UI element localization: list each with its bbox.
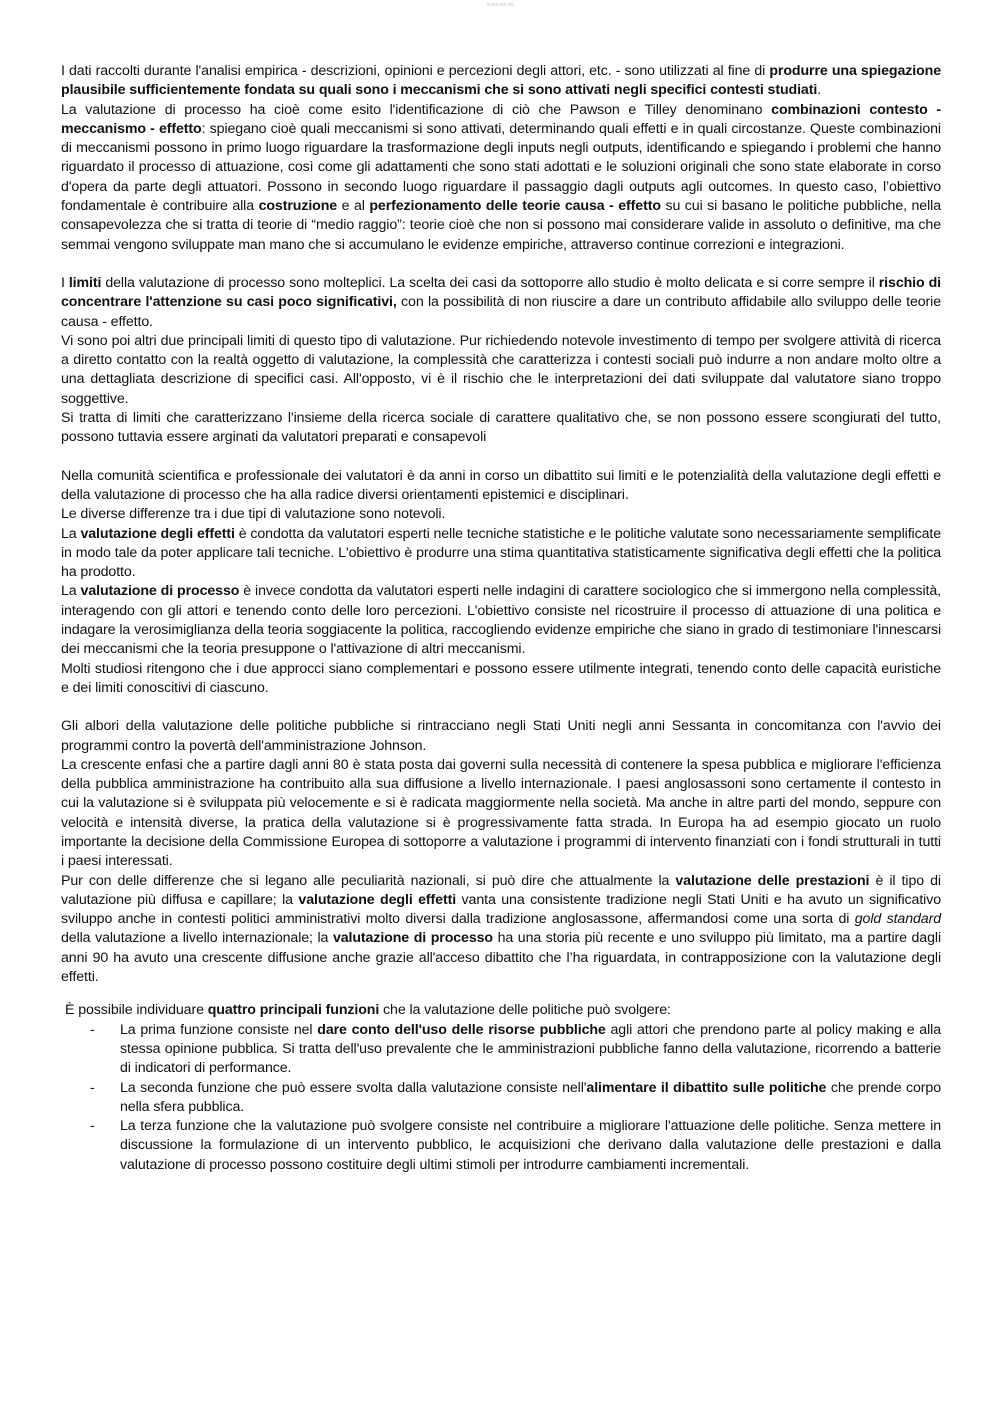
paragraph-functions-intro: [61, 1001, 941, 1020]
bold-text: valutazione di processo: [80, 583, 240, 600]
text-run: I: [61, 274, 69, 291]
paragraph-gap: [61, 448, 941, 467]
bullet-dash: -: [90, 1118, 95, 1135]
paragraph-diffusion: La crescente enfasi che a partire dagli anni 80 è stata posta dai governi sulla necessità di contenere la spesa pubblica e migliorare l'efficienza della pubblica amministrazione ha contribuito alla sua diffusione a livello internazionale. I paesi anglosassoni sono certamente il contesto in cui la valutazione si è sviluppata più velocemente e si è radicata maggiormente nella società. Ma anche in altre parti del mondo, seppure con velocità e intensità diverse, la pratica della valutazione si è progressivamente fatta strada. In Europa ha ad esempio giocato un ruolo importante la decisione della Commissione Europea di sottoporre a valutazione i programmi di intervento finanziati con i fondi strutturali in tutti i paesi interessati.: [61, 756, 941, 870]
text-run: su cui si basano le politiche pubbliche, nella consapevolezza che si tratta di teorie di “medio raggio”: teorie cioè che non si possono mai considerare valide in assoluto o definitive, ma che semmai vengono sviluppate man mano che si accumulano le evidenze empiriche, attraverso continue correzioni e integrazioni.: [61, 198, 941, 253]
paragraph-other-limits: Vi sono poi altri due principali limiti di questo tipo di valutazione. Pur richiedendo notevole investimento di tempo per svolgere attività di ricerca a diretto contatto con la realtà oggetto di valutazione, la complessità che caratterizza i contesti sociali può indurre a non andare molto oltre a una dettagliata descrizione di specifici casi. All'opposto, vi è il rischio che le interpretazioni dei dati sviluppate dal valutatore siano troppo soggettive.: [61, 332, 941, 407]
text-run: Pur con delle differenze che si legano alle peculiarità nazionali, si può dire che attualmente la: [61, 872, 676, 889]
text-run: La valutazione di processo ha cioè come esito l'identificazione di ciò che Pawson e Tilley denominano: [61, 101, 772, 118]
bold-text: valutazione delle prestazioni: [675, 872, 870, 889]
text-run: con la possibilità di non riuscire a dare un contributo affidabile allo sviluppo delle teorie causa - effetto.: [61, 294, 942, 330]
bold-text: valutazione degli effetti: [80, 525, 235, 542]
text-run: è invece condotta da valutatori esperti nelle indagini di carattere sociologico che si immergono nella complessità, interagendo con gli attori e tenendo conto delle loro percezioni. L'obiettivo consiste nel ricostruire il processo di attuazione di una politica e indagare la verosimiglianza della teoria soggiacente la politica, raccogliendo evidenze empiriche che siano in grado di testimoniare l'innescarsi dei meccanismi che la teoria presuppone o l'attivazione di altri meccanismi.: [61, 583, 941, 658]
paragraph-national-differences: [61, 872, 941, 988]
text-run: La seconda funzione che può essere svolta dalla valutazione consiste nell': [120, 1079, 587, 1096]
bold-text: costruzione: [258, 198, 338, 215]
text-run: I dati raccolti durante l'analisi empirica - descrizioni, opinioni e percezioni degli attori, etc. - sono utilizzati al fine di: [61, 63, 770, 79]
text-run: La: [61, 583, 81, 600]
text-run: La prima funzione consiste nel: [120, 1021, 318, 1038]
bold-text: valutazione degli effetti: [298, 891, 457, 908]
text-run: è il tipo di valutazione più diffusa e capillare; la: [61, 872, 941, 908]
bold-text: limiti: [68, 274, 102, 291]
bold-text: dare conto dell'uso delle risorse pubbliche: [317, 1021, 606, 1038]
text-run: ha una storia più recente e uno sviluppo più limitato, ma a partire dagli anni 90 ha avuto una crescente diffusione anche grazie all'acceso dibattito che l’ha riguardata, in contrapposizione con la valutazione degli effetti.: [61, 930, 941, 986]
paragraph-differences: Le diverse differenze tra i due tipi di valutazione sono notevoli.: [61, 506, 446, 523]
functions-list: [61, 1021, 941, 1175]
bold-text: rischio di concentrare l'attenzione su casi poco significativi,: [61, 274, 941, 311]
text-run: della valutazione di processo sono molteplici. La scelta dei casi da sottoporre allo studio è molto delicata e si corre sempre il: [101, 274, 879, 291]
paragraph-gap: [61, 698, 941, 717]
bullet-dash: -: [90, 1079, 95, 1096]
bold-text: valutazione di processo: [332, 930, 493, 947]
paragraph-complementary: Molti studiosi ritengono che i due approcci siano complementari e possono essere utilmente integrati, tenendo conto delle capacità euristiche e dei limiti conoscitivi di ciascuno.: [61, 660, 941, 696]
document-body: [61, 62, 941, 1175]
bold-text: alimentare il dibattito sulle politiche: [586, 1079, 827, 1096]
paragraph-debate: Nella comunità scientifica e professionale dei valutatori è da anni in corso un dibattito sui limiti e le potenzialità della valutazione degli effetti e della valutazione di processo che ha alla radice diversi orientamenti epistemici e disciplinari.: [61, 467, 941, 503]
text-run: e al: [337, 198, 370, 215]
text-run: : spiegano cioè quali meccanismi si sono attivati, determinando quali effetti e in quali circostanze. Queste combinazioni di meccanismi possono in primo luogo riguardare la trasformazione degli inputs negli outputs, identificando e spiegando i problemi che hanno riguardato il processo di attuazione, così come gli adattamenti che sono stati adottati e le soluzioni originali che sono state elaborate in corso d'opera da parte degli attuatori. Possono in secondo luogo riguardare il passaggio dagli outputs agli outcomes. In questo caso, l’obiettivo fondamentale è contribuire alla: [61, 120, 941, 215]
text-run: È possibile individuare: [65, 1002, 208, 1019]
bold-text: produrre una spiegazione plausibile sufficientemente fondata su quali sono i meccanismi che si sono attivati negli specifici contesti studiati: [61, 63, 942, 99]
paragraph-qualitative-research: Si tratta di limiti che caratterizzano l'insieme della ricerca sociale di carattere qualitativo che, se non possono essere scongiurati del tutto, possono tuttavia essere arginati da valutatori preparati e consapevoli: [61, 410, 941, 446]
paragraph-gap: [61, 255, 941, 274]
text-run: La: [61, 525, 81, 542]
text-run: che prende corpo nella sfera pubblica.: [120, 1079, 941, 1115]
paragraph-context-mechanism: [61, 101, 941, 255]
text-run: agli attori che prendono parte al policy making e alla stessa opinione pubblica. Si tratta dell'uso prevalente che le amministrazioni pubbliche fanno della valutazione, ricorrendo a batterie di indicatori di performance.: [120, 1021, 941, 1077]
list-item-function-1: [61, 1021, 941, 1079]
bullet-dash: -: [90, 1021, 95, 1038]
bold-text: combinazioni contesto - meccanismo - effetto: [61, 101, 941, 137]
text-run: .: [817, 82, 822, 99]
header-watermark: scaricato da: [486, 2, 514, 8]
text-run: La terza funzione che la valutazione può svolgere consiste nel contribuire a migliorare l'attuazione delle politiche. Senza mettere in discussione la formulazione di un intervento pubblico, le acquisizioni che derivano dalla valutazione delle prestazioni e dalla valutazione di processo possono costituire degli ultimi stimoli per introdurre cambiamenti incrementali.: [120, 1118, 941, 1173]
paragraph-origins: Gli albori della valutazione delle politiche pubbliche si rintracciano negli Stati Uniti negli anni Sessanta in concomitanza con l'avvio dei programmi contro la povertà dell'amministrazione Johnson.: [61, 718, 941, 754]
paragraph-effects-evaluation: [61, 525, 941, 583]
italic-text: gold standard: [854, 911, 941, 928]
bold-text: quattro principali funzioni: [207, 1002, 380, 1019]
paragraph-empirical-data: [61, 62, 941, 101]
list-item-function-3: [61, 1117, 941, 1175]
bold-text: perfezionamento delle teorie causa - effetto: [369, 198, 661, 215]
text-run: che la valutazione delle politiche può svolgere:: [379, 1002, 671, 1019]
paragraph-gap: [61, 987, 941, 1001]
text-run: vanta una consistente tradizione negli Stati Uniti e ha avuto un significativo sviluppo anche in contesti politici amministrativi molto diversi dalla tradizione anglosassone, affermandosi come una sorta di: [61, 891, 941, 928]
list-item-function-2: [61, 1079, 941, 1118]
text-run: è condotta da valutatori esperti nelle tecniche statistiche e le politiche valutate sono necessariamente semplificate in modo tale da poter applicare tali tecniche. L'obiettivo è produrre una stima quantitativa statisticamente significativa degli effetti che la politica ha prodotto.: [61, 525, 942, 581]
paragraph-process-evaluation: [61, 582, 941, 659]
text-run: della valutazione a livello internazionale; la: [61, 930, 333, 947]
paragraph-limits: [61, 274, 941, 332]
